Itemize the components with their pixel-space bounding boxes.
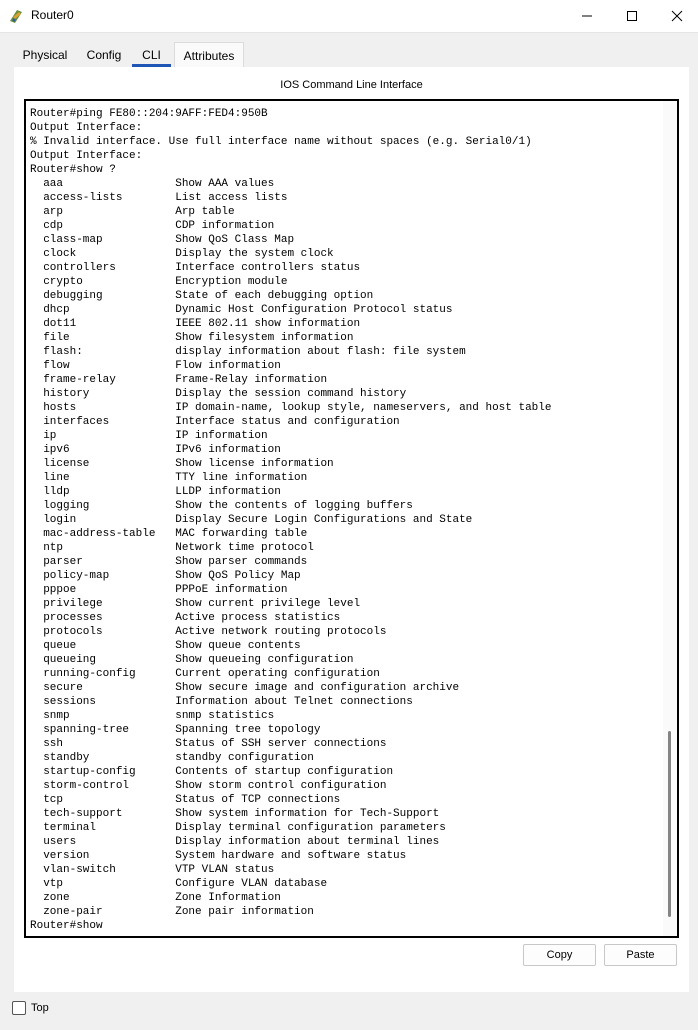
terminal-line: version System hardware and software status [30,850,407,862]
terminal-line: startup-config Contents of startup configuration [30,766,394,778]
terminal-line: standby standby configuration [30,752,314,764]
scrollbar-thumb[interactable] [668,731,671,917]
terminal-line: privilege Show current privilege level [30,598,361,610]
terminal-line: history Display the session command history [30,388,407,400]
tab-config[interactable]: Config [86,48,122,62]
window-title: Router0 [31,8,74,22]
maximize-icon [626,10,638,22]
terminal-line: % Invalid interface. Use full interface name without spaces (e.g. Serial0/1) [30,136,532,148]
terminal-output [30,107,660,933]
minimize-button[interactable] [564,0,610,32]
terminal-line: Output Interface: [30,122,143,134]
terminal-line: crypto Encryption module [30,276,288,288]
terminal-line: pppoe PPPoE information [30,584,288,596]
terminal-line: policy-map Show QoS Policy Map [30,570,301,582]
title-bar [0,0,698,33]
terminal-line: parser Show parser commands [30,556,308,568]
terminal-line: aaa Show AAA values [30,178,275,190]
terminal-line: storm-control Show storm control configuration [30,780,387,792]
top-checkbox[interactable] [12,1001,26,1015]
terminal-line: debugging State of each debugging option [30,290,374,302]
minimize-icon [581,10,593,22]
terminal-line: vtp Configure VLAN database [30,878,328,890]
terminal-line: license Show license information [30,458,334,470]
terminal-line: logging Show the contents of logging buffers [30,500,413,512]
terminal-line: sessions Information about Telnet connections [30,696,413,708]
terminal-line: hosts IP domain-name, lookup style, nameservers, and host table [30,402,552,414]
terminal-line: terminal Display terminal configuration parameters [30,822,446,834]
terminal-line: Output Interface: [30,150,143,162]
terminal-line: flash: display information about flash: file system [30,346,466,358]
terminal-line: Router#show [30,920,103,932]
terminal-line: ipv6 IPv6 information [30,444,281,456]
terminal-line: protocols Active network routing protocols [30,626,387,638]
terminal-line: ntp Network time protocol [30,542,314,554]
tab-attributes[interactable]: Attributes [174,42,244,69]
tab-bar [14,42,689,68]
terminal-line: queue Show queue contents [30,640,301,652]
terminal-line: running-config Current operating configuration [30,668,380,680]
terminal-line: Router#show ? [30,164,116,176]
terminal-line: class-map Show QoS Class Map [30,234,295,246]
terminal-line: file Show filesystem information [30,332,354,344]
close-icon [671,10,683,22]
tab-physical[interactable]: Physical [22,48,68,62]
terminal-line: frame-relay Frame-Relay information [30,374,328,386]
terminal-line: zone Zone Information [30,892,281,904]
terminal-scrollbar[interactable] [663,101,677,936]
router-app-icon [8,8,24,24]
terminal-line: login Display Secure Login Configurations and State [30,514,473,526]
terminal-line: tcp Status of TCP connections [30,794,341,806]
terminal-line: access-lists List access lists [30,192,288,204]
terminal-line: queueing Show queueing configuration [30,654,354,666]
terminal-line: dhcp Dynamic Host Configuration Protocol status [30,304,453,316]
close-button[interactable] [654,0,698,32]
terminal-line: ssh Status of SSH server connections [30,738,387,750]
terminal-line: interfaces Interface status and configuration [30,416,400,428]
terminal-line: ip IP information [30,430,268,442]
terminal-line: spanning-tree Spanning tree topology [30,724,321,736]
tab-cli[interactable]: CLI [142,48,161,62]
copy-button[interactable]: Copy [523,944,596,966]
terminal-line: secure Show secure image and configuration archive [30,682,460,694]
maximize-button[interactable] [609,0,655,32]
terminal-line: processes Active process statistics [30,612,341,624]
paste-button[interactable]: Paste [604,944,677,966]
terminal-line: arp Arp table [30,206,235,218]
terminal-line: dot11 IEEE 802.11 show information [30,318,361,330]
terminal-line: cdp CDP information [30,220,275,232]
cli-heading: IOS Command Line Interface [280,79,423,91]
terminal-line: clock Display the system clock [30,248,334,260]
cli-panel [14,67,689,992]
terminal-line: line TTY line information [30,472,308,484]
top-checkbox-label: Top [31,1002,49,1014]
terminal-line: tech-support Show system information for Tech-Support [30,808,440,820]
terminal-line: vlan-switch VTP VLAN status [30,864,275,876]
cli-terminal[interactable] [24,99,679,938]
terminal-line: flow Flow information [30,360,281,372]
terminal-line: users Display information about terminal lines [30,836,440,848]
terminal-line: Router#ping FE80::204:9AFF:FED4:950B [30,108,268,120]
terminal-line: zone-pair Zone pair information [30,906,314,918]
terminal-line: snmp snmp statistics [30,710,275,722]
terminal-line: mac-address-table MAC forwarding table [30,528,308,540]
terminal-line: controllers Interface controllers status [30,262,361,274]
terminal-line: lldp LLDP information [30,486,281,498]
